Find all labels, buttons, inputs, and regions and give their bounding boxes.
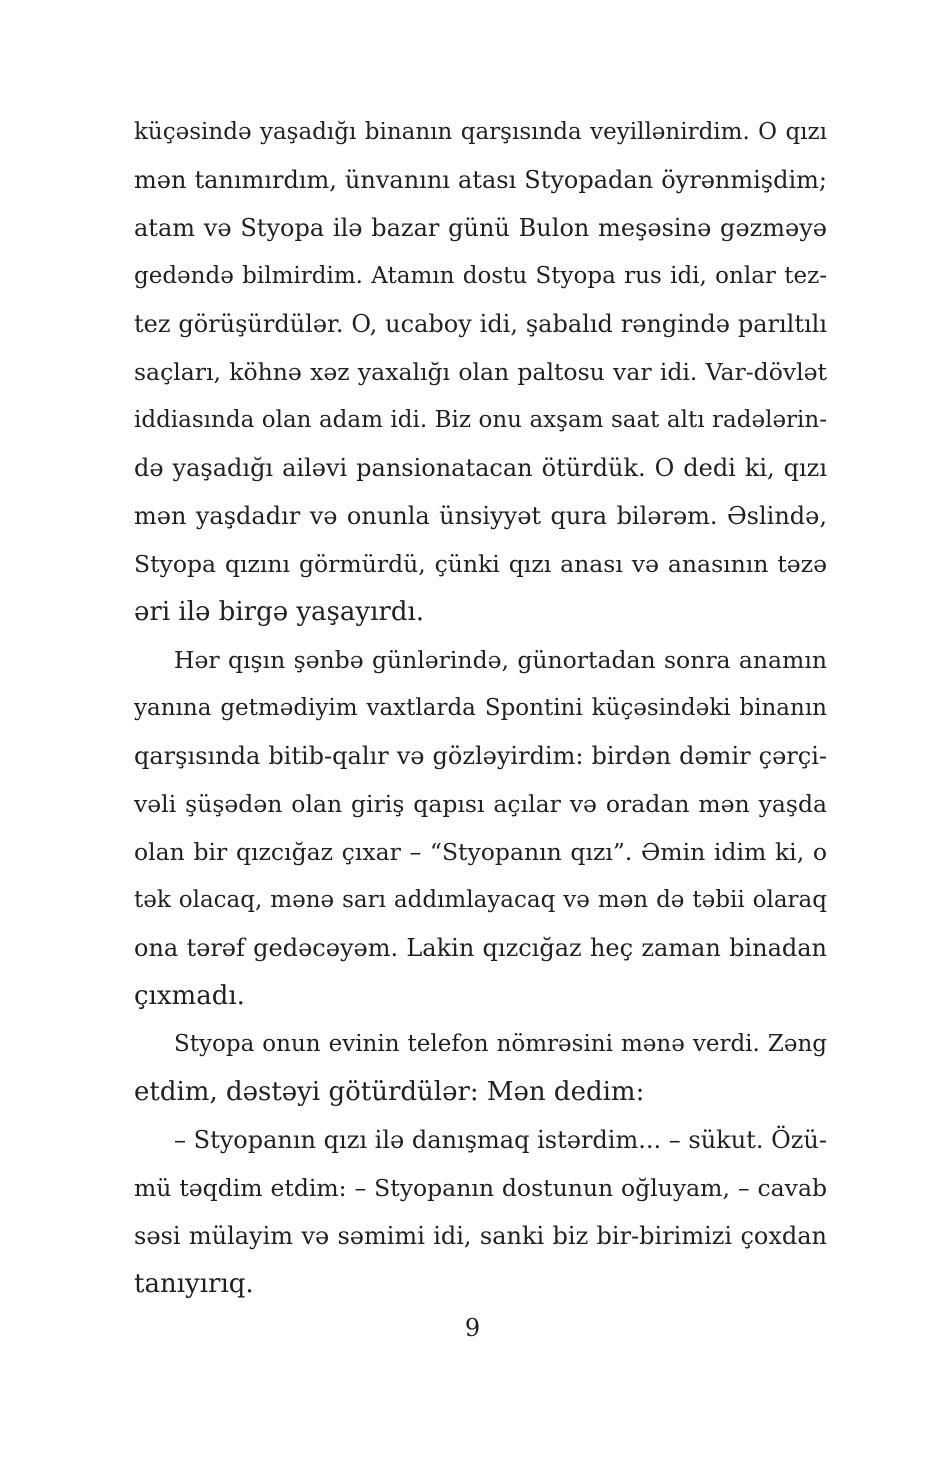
text-line: gedəndə bilmirdim. Atamın dostu Styopa rus idi, onlar tez- bbox=[134, 263, 827, 289]
text-line: – Styopanın qızı ilə danışmaq istərdim... – sükut. Özü- bbox=[174, 1126, 827, 1154]
text-line: mən yaşdadır və onunla ünsiyyət qura bilərəm. Əslində, bbox=[134, 502, 827, 530]
text-line: iddiasında olan adam idi. Biz onu axşam saat altı radələrin- bbox=[134, 407, 827, 433]
text-line: olan bir qızcığaz çıxar – “Styopanın qızı”. Əmin idim ki, o bbox=[134, 838, 827, 866]
text-line: tez görüşürdülər. O, ucaboy idi, şabalıd rəngində parıltılı bbox=[134, 310, 827, 338]
text-line: Styopa qızını görmürdü, çünki qızı anası və anasının təzə bbox=[134, 550, 827, 578]
text-line: saçları, köhnə xəz yaxalığı olan paltosu var idi. Var-dövlət bbox=[134, 358, 827, 386]
text-line: vəli şüşədən olan giriş qapısı açılar və oradan mən yaşda bbox=[134, 790, 827, 818]
page-number: 9 bbox=[464, 1314, 481, 1342]
text-line: çıxmadı. bbox=[134, 981, 245, 1011]
text-line: atam və Styopa ilə bazar günü Bulon meşəsinə gəzməyə bbox=[134, 214, 827, 242]
text-line: yanına getmədiyim vaxtlarda Spontini küçəsindəki binanın bbox=[134, 695, 827, 721]
text-line: Hər qışın şənbə günlərində, günortadan sonra anamın bbox=[174, 646, 827, 674]
text-line: əri ilə birgə yaşayırdı. bbox=[134, 597, 425, 627]
text-line: ona tərəf gedəcəyəm. Lakin qızcığaz heç zaman binadan bbox=[134, 934, 827, 962]
text-line: qarşısında bitib-qalır və gözləyirdim: birdən dəmir çərçi- bbox=[134, 742, 827, 770]
text-line: tanıyırıq. bbox=[134, 1269, 254, 1299]
text-line: Styopa onun evinin telefon nömrəsini mənə verdi. Zəng bbox=[174, 1031, 827, 1057]
body-text bbox=[134, 108, 827, 1308]
text-line: küçəsində yaşadığı binanın qarşısında veyillənirdim. O qızı bbox=[134, 119, 827, 145]
text-line: mən tanımırdım, ünvanını atası Styopadan öyrənmişdim; bbox=[134, 166, 827, 194]
text-line: səsi mülayim və səmimi idi, sanki biz bir-birimizi çoxdan bbox=[134, 1222, 827, 1250]
text-line: də yaşadığı ailəvi pansionatacan ötürdük. O dedi ki, qızı bbox=[134, 454, 827, 482]
text-line: etdim, dəstəyi götürdülər: Mən dedim: bbox=[134, 1077, 645, 1107]
text-line: mü təqdim etdim: – Styopanın dostunun oğluyam, – cavab bbox=[134, 1174, 827, 1202]
text-line: tək olacaq, mənə sarı addımlayacaq və mən də təbii olaraq bbox=[134, 887, 827, 913]
